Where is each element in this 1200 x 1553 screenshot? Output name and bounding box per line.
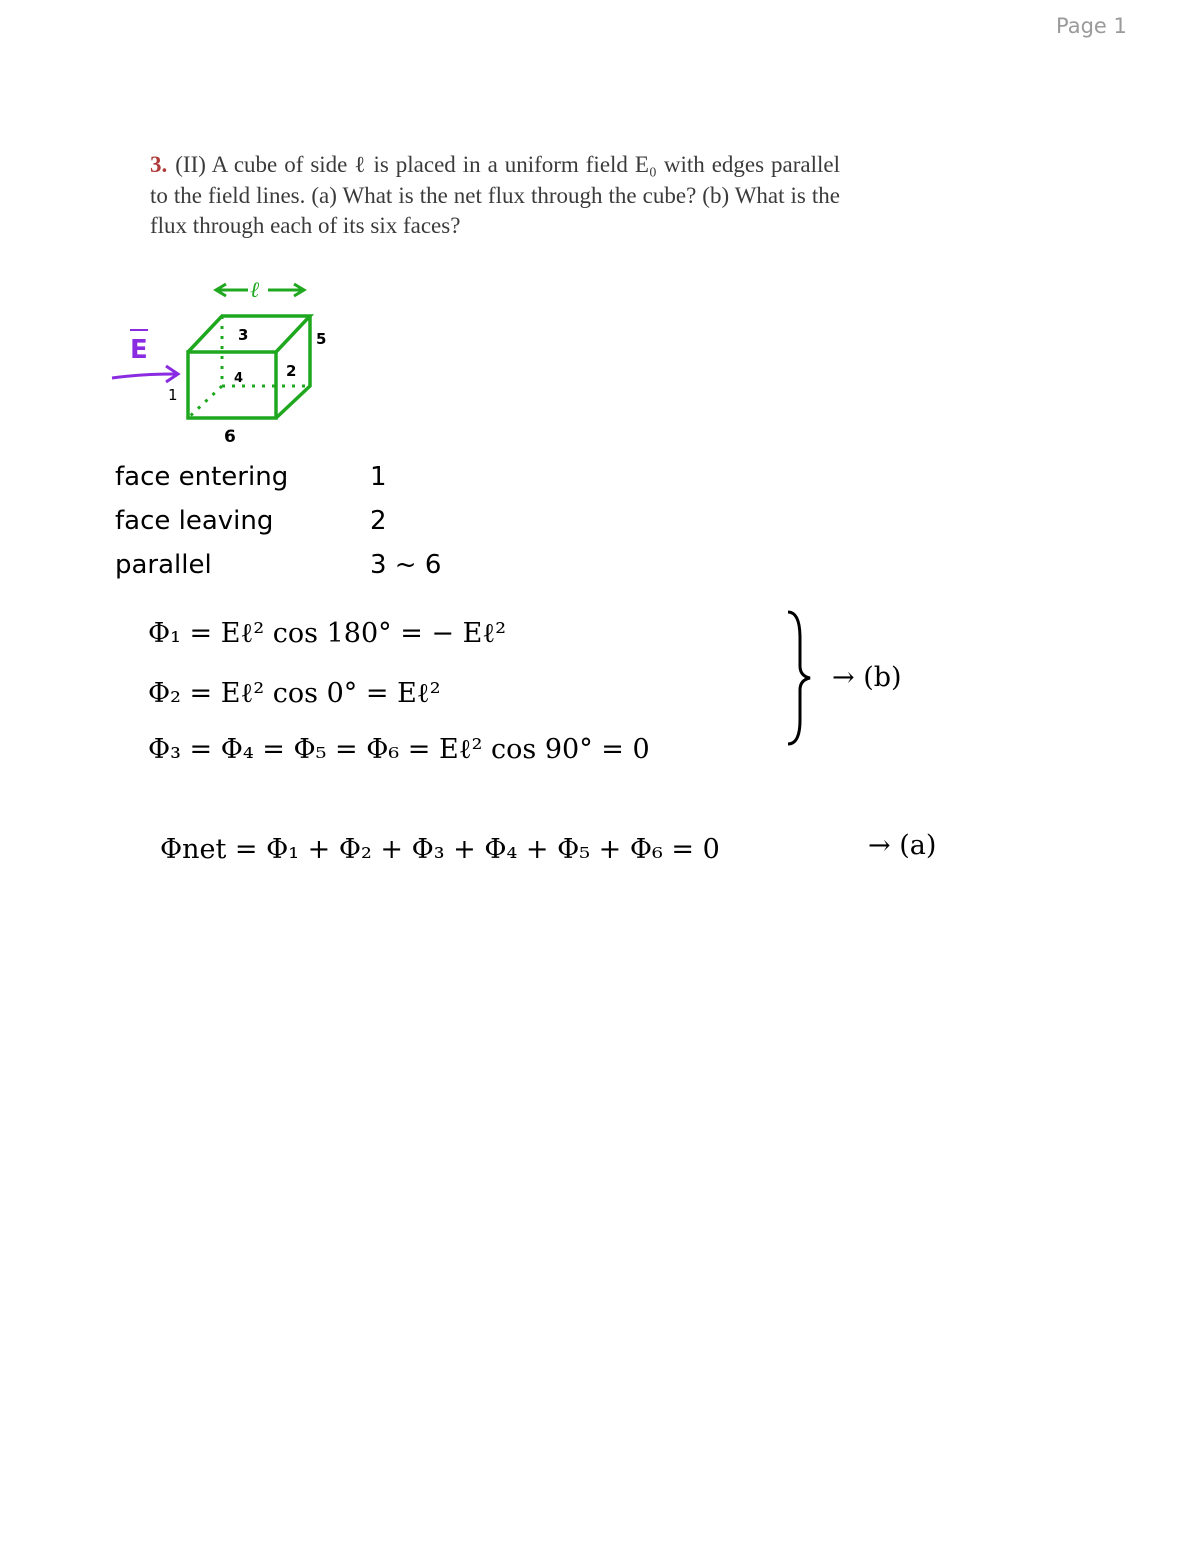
row-value: 2 — [370, 506, 387, 536]
face-label-3: 3 — [238, 326, 249, 344]
face-label-5: 5 — [316, 330, 327, 348]
answer-b-label: → (b) — [832, 662, 902, 693]
side-label: ℓ — [250, 278, 260, 303]
row-label: face leaving — [115, 506, 274, 536]
row-value: 3 ~ 6 — [370, 550, 442, 580]
equation-phi1: Φ₁ = Eℓ² cos 180° = − Eℓ² — [148, 618, 507, 649]
brace-icon — [782, 608, 822, 748]
side-length-arrow — [216, 284, 304, 296]
face-label-4: 4 — [234, 371, 244, 386]
face-label-6: 6 — [224, 427, 236, 447]
face-label-1: 1 — [168, 386, 178, 404]
equation-net: Φnet = Φ₁ + Φ₂ + Φ₃ + Φ₄ + Φ₅ + Φ₆ = 0 — [160, 834, 720, 865]
equation-phi2: Φ₂ = Eℓ² cos 0° = Eℓ² — [148, 678, 441, 709]
field-label: E — [130, 335, 148, 365]
cube-hidden-edges — [188, 316, 310, 418]
problem-statement — [150, 150, 840, 242]
problem-text: (II) A cube of side ℓ is placed in a uniform field E₀ with edges parallel to the field lines. (a) What is the net flux through the cube? (b) What is the flux through each of its six faces? — [150, 152, 840, 238]
cube — [188, 316, 310, 418]
page-number: Page 1 — [1056, 14, 1127, 38]
row-value: 1 — [370, 462, 387, 492]
field-arrow — [112, 366, 178, 382]
row-label: parallel — [115, 550, 212, 580]
face-label-2: 2 — [286, 362, 297, 380]
field-label-group — [130, 330, 148, 365]
problem-number: 3. — [150, 152, 168, 177]
answer-a-label: → (a) — [868, 830, 937, 861]
row-label: face entering — [115, 462, 289, 492]
equation-phi3-to-6: Φ₃ = Φ₄ = Φ₅ = Φ₆ = Eℓ² cos 90° = 0 — [148, 734, 650, 765]
